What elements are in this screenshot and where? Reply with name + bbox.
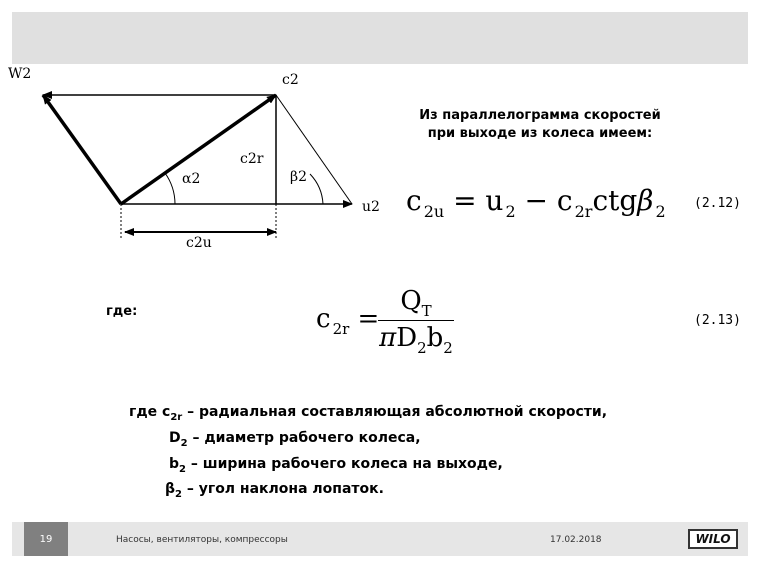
header-bar <box>12 12 748 64</box>
c2r-label: c2r <box>240 151 264 167</box>
c2-label: c2 <box>282 72 299 88</box>
intro-text <box>370 107 710 143</box>
slant-edge <box>276 95 352 204</box>
equation-number-2-12: (2.12) <box>694 196 741 211</box>
fraction-bar <box>378 320 454 321</box>
alpha-arc <box>165 173 175 204</box>
footer-date: 17.02.2018 <box>550 535 602 545</box>
definition-item: где $c_{2r}$ – радиальная составляющая абсолютной скорости, <box>129 404 608 423</box>
definitions-list <box>129 402 607 505</box>
intro-line-1: Из параллелограмма скоростей <box>419 108 661 123</box>
footer-bar <box>12 522 748 556</box>
footer-title: Насосы, вентиляторы, компрессоры <box>116 535 288 545</box>
fraction-denominator: $\pi D_2b_2$ <box>379 323 453 357</box>
where-label: где: <box>106 304 138 319</box>
wilo-logo: WILO <box>688 529 738 549</box>
formula-2-13-fraction <box>378 287 454 356</box>
velocity-diagram <box>0 62 420 262</box>
alpha2-label: α2 <box>182 171 201 187</box>
w2-label: W2 <box>8 66 32 82</box>
fraction-numerator: $Q_T$ <box>400 286 432 320</box>
intro-line-2: при выходе из колеса имеем: <box>427 126 653 141</box>
definition-item: $b_2$ – ширина рабочего колеса на выходе, <box>169 455 503 475</box>
u2-label: u2 <box>362 199 380 215</box>
page-number: 19 <box>24 522 68 556</box>
beta2-label: β2 <box>290 169 308 185</box>
definition-item: $\beta_2$ – угол наклона лопаток. <box>165 481 384 501</box>
c2-vector <box>121 95 276 204</box>
equation-number-2-13: (2.13) <box>694 313 741 328</box>
formula-2-13-lhs: c $_{2r}$ = <box>316 304 380 338</box>
c2u-label: c2u <box>186 235 212 251</box>
w2-vector <box>43 95 121 204</box>
formula-2-12: c $_{2u}$ = u $_2$ − c $_{2r}$ctgβ $_2$ <box>406 184 666 221</box>
definition-item: $D_2$ – диаметр рабочего колеса, <box>169 429 421 449</box>
beta-arc <box>310 174 323 204</box>
